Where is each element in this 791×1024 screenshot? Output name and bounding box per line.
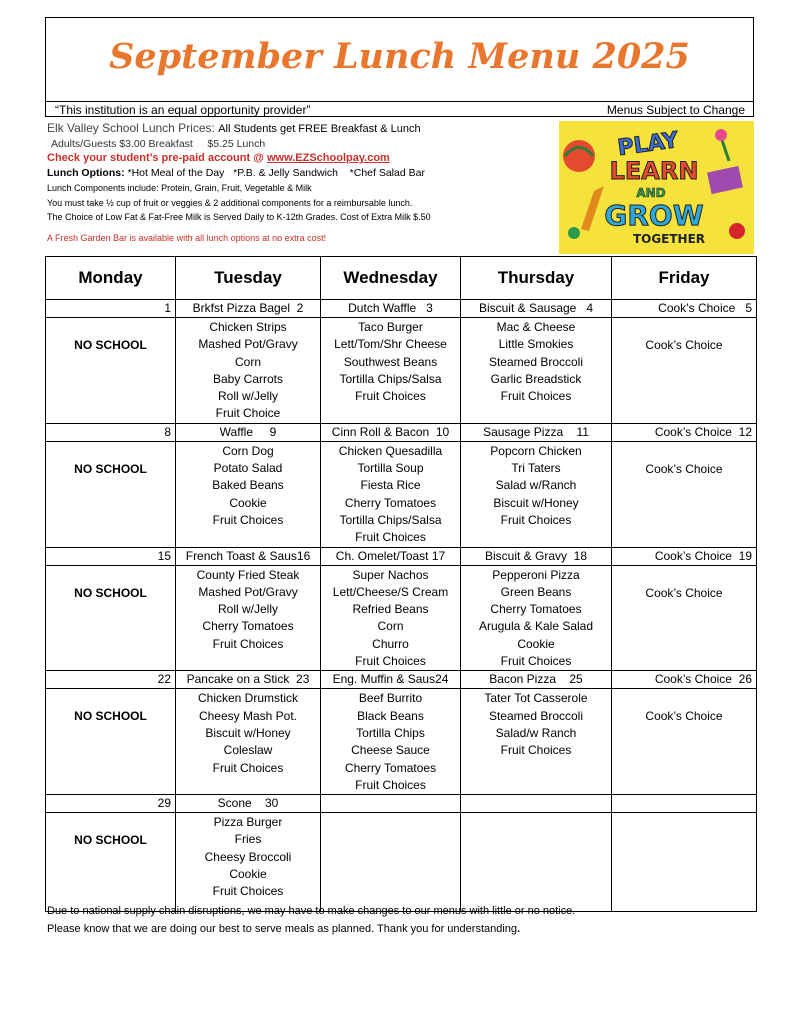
date-cell: [321, 795, 461, 813]
menu-cell: [46, 441, 176, 547]
menu-cell: [321, 813, 461, 912]
lunch-components: Lunch Components include: Protein, Grain, Fruit, Vegetable & Milk: [47, 182, 312, 193]
milk-rule: The Choice of Low Fat & Fat-Free Milk is Served Daily to K-12th Grades. Cost of Extra Milk $.50: [47, 212, 431, 223]
menu-item: Cheese Sauce: [351, 743, 430, 758]
menu-cell: [176, 689, 321, 795]
day-header: Monday: [46, 257, 176, 300]
menu-item: Tortilla Chips/Salsa: [339, 371, 442, 386]
garden-bar-note: A Fresh Garden Bar is available with all lunch options at no extra cost!: [47, 232, 327, 243]
menu-item: Baby Carrots: [212, 371, 284, 386]
date-cell: Dutch Waffle 3: [321, 300, 461, 318]
menu-item: Little Smokies: [498, 337, 574, 352]
menu-item: Chicken Drumstick: [197, 691, 299, 706]
no-school-label: NO SCHOOL: [74, 833, 147, 848]
menu-cell: [461, 441, 612, 547]
menu-item: Tater Tot Casserole: [484, 691, 588, 706]
page-title: September Lunch Menu 2025: [109, 36, 690, 77]
menu-item: Coleslaw: [223, 743, 273, 758]
prices-line: [47, 121, 557, 137]
menu-cell: [461, 813, 612, 912]
menu-item: Cook’s Choice: [645, 338, 723, 352]
lunch-options-label: Lunch Options:: [47, 167, 128, 180]
svg-text:LEARN: LEARN: [609, 157, 699, 185]
menu-cell: [612, 565, 757, 671]
menu-item: Cook’s Choice: [645, 461, 723, 476]
date-cell: [461, 795, 612, 813]
no-school-label: NO SCHOOL: [74, 709, 147, 724]
day-header-row: [46, 257, 757, 300]
date-cell: Biscuit & Gravy 18: [461, 547, 612, 565]
menu-item: Cook’s Choice: [645, 709, 723, 724]
menu-row: [46, 813, 757, 912]
menu-cell: [46, 813, 176, 912]
menu-cell: [321, 441, 461, 547]
menu-item: Corn Dog: [222, 443, 274, 458]
menu-item: Mashed Pot/Gravy: [198, 584, 298, 599]
prices-adults: Adults/Guests $3.00 Breakfast $5.25 Lunch: [51, 137, 266, 150]
menu-item: Tortilla Chips: [356, 725, 425, 740]
menu-item: Fruit Choices: [212, 512, 284, 527]
date-cell: Cook’s Choice 26: [612, 671, 757, 689]
menu-cell: [461, 689, 612, 795]
menu-item: Garlic Breadstick: [490, 371, 582, 386]
menu-item: Steamed Broccoli: [488, 708, 584, 723]
menu-item: Churro: [372, 636, 409, 651]
check-account-line: [47, 151, 557, 166]
menu-item: Tortilla Soup: [357, 461, 424, 476]
menu-item: Roll w/Jelly: [217, 602, 278, 617]
prices-label: Elk Valley School Lunch Prices:: [47, 121, 215, 135]
svg-text:TOGETHER: TOGETHER: [632, 232, 706, 246]
menu-item: Tri Taters: [511, 461, 561, 476]
menu-item: Fruit Choices: [355, 654, 426, 669]
menu-item: Cherry Tomatoes: [202, 619, 294, 634]
footer-line-2: [47, 920, 575, 938]
day-header: Friday: [612, 257, 757, 300]
date-cell: Scone 30: [176, 795, 321, 813]
menu-item: Refried Beans: [352, 602, 429, 617]
menu-item: Baked Beans: [212, 478, 284, 493]
date-cell: Brkfst Pizza Bagel 2: [176, 300, 321, 318]
play-learn-grow-logo: [559, 121, 754, 254]
day-header: Thursday: [461, 257, 612, 300]
menu-item: Tortilla Chips/Salsa: [339, 512, 442, 527]
menu-item: Cherry Tomatoes: [344, 495, 437, 510]
menu-item: Chicken Quesadilla: [338, 443, 443, 458]
menu-cell: [612, 441, 757, 547]
menu-item: Fruit Choices: [212, 636, 284, 651]
date-row: [46, 547, 757, 565]
no-school-label: NO SCHOOL: [74, 461, 147, 476]
lunch-options-line: [47, 166, 557, 181]
menu-item: Arugula & Kale Salad: [478, 619, 594, 634]
svg-text:PLAY: PLAY: [616, 127, 681, 162]
menu-item: Cookie: [229, 495, 267, 510]
menus-subject-notice: Menus Subject to Change: [606, 103, 745, 117]
date-cell: French Toast & Saus16: [176, 547, 321, 565]
menu-item: Mashed Pot/Gravy: [198, 337, 298, 352]
menu-cell: [612, 689, 757, 795]
menu-cell: [176, 565, 321, 671]
menu-cell: [612, 813, 757, 912]
menu-item: Fruit Choices: [500, 654, 572, 669]
date-cell: 1: [46, 300, 176, 318]
menu-cell: [321, 565, 461, 671]
menu-cell: [612, 318, 757, 424]
menu-item: Biscuit w/Honey: [205, 725, 291, 740]
menu-item: Beef Burrito: [358, 691, 423, 706]
lunch-options-text: *Hot Meal of the Day *P.B. & Jelly Sandwich *Chef Salad Bar: [127, 167, 425, 180]
info-block: [47, 121, 557, 246]
menu-item: Salad/w Ranch: [495, 725, 577, 740]
menu-cell: [46, 565, 176, 671]
menu-cell: [176, 318, 321, 424]
menu-body: [46, 300, 757, 912]
notice-row: [46, 101, 753, 118]
menu-item: Fruit Choices: [500, 389, 572, 404]
menu-cell: [461, 565, 612, 671]
date-cell: [612, 795, 757, 813]
menu-item: Southwest Beans: [343, 354, 438, 369]
menu-item: Lett/Tom/Shr Cheese: [334, 337, 447, 352]
menu-item: Fruit Choices: [500, 743, 572, 758]
title-box: [45, 17, 754, 117]
check-text: Check your student’s pre-paid account @: [47, 152, 267, 165]
day-header: Wednesday: [321, 257, 461, 300]
menu-item: County Fried Steak: [196, 567, 300, 582]
date-cell: Cook’s Choice 5: [612, 300, 757, 318]
menu-item: Fruit Choices: [355, 530, 426, 545]
menu-cell: [176, 813, 321, 912]
menu-item: Fruit Choices: [355, 777, 426, 792]
footer-line-2-text: Please know that we are doing our best to serve meals as planned. Thank you for understanding: [47, 923, 518, 935]
menu-item: Cookie: [229, 867, 267, 882]
menu-item: Cheesy Mash Pot.: [198, 708, 298, 723]
date-row: [46, 671, 757, 689]
menu-item: Green Beans: [500, 584, 572, 599]
ezschoolpay-link[interactable]: www.EZSchoolpay.com: [266, 152, 390, 165]
logo-art-icon: [559, 121, 754, 254]
menu-item: Chicken Strips: [209, 320, 287, 334]
menu-item: Steamed Broccoli: [488, 354, 584, 369]
menu-item: Corn: [377, 619, 404, 634]
menu-cell: [46, 689, 176, 795]
date-row: [46, 300, 757, 318]
menu-item: Taco Burger: [358, 320, 423, 334]
menu-item: Roll w/Jelly: [217, 389, 278, 404]
menu-item: Cook’s Choice: [645, 585, 723, 600]
footer-period: .: [517, 923, 521, 935]
menu-item: Biscuit w/Honey: [493, 495, 579, 510]
menu-cell: [321, 318, 461, 424]
date-row: [46, 795, 757, 813]
date-cell: Waffle 9: [176, 423, 321, 441]
date-cell: 15: [46, 547, 176, 565]
menu-item: Fruit Choices: [212, 760, 284, 775]
date-cell: Cook’s Choice 19: [612, 547, 757, 565]
menu-item: Fruit Choice: [215, 406, 281, 421]
menu-item: Fruit Choices: [355, 389, 426, 404]
menu-item: Super Nachos: [352, 567, 429, 582]
date-cell: 29: [46, 795, 176, 813]
svg-text:GROW: GROW: [604, 199, 704, 232]
menu-item: Cookie: [517, 636, 555, 651]
equal-opportunity-notice: “This institution is an equal opportunity provider”: [55, 103, 311, 117]
menu-item: Corn: [234, 354, 261, 369]
svg-text:AND: AND: [636, 186, 666, 200]
menu-cell: [46, 318, 176, 424]
date-cell: 22: [46, 671, 176, 689]
date-cell: Sausage Pizza 11: [461, 423, 612, 441]
date-cell: Bacon Pizza 25: [461, 671, 612, 689]
date-cell: Ch. Omelet/Toast 17: [321, 547, 461, 565]
menu-item: Potato Salad: [213, 461, 283, 476]
menu-item: Fruit Choices: [212, 884, 284, 899]
take-rule: You must take ½ cup of fruit or veggies & 2 additional components for a reimbursable lunch.: [47, 197, 413, 208]
no-school-label: NO SCHOOL: [74, 585, 147, 600]
menu-item: Cheesy Broccoli: [204, 849, 292, 864]
menu-item: Fruit Choices: [500, 512, 572, 527]
date-row: [46, 423, 757, 441]
menu-item: Salad w/Ranch: [495, 478, 577, 493]
date-cell: 8: [46, 423, 176, 441]
menu-item: Cherry Tomatoes: [344, 760, 437, 775]
date-cell: Eng. Muffin & Saus24: [321, 671, 461, 689]
no-school-label: NO SCHOOL: [74, 338, 147, 352]
menu-item: Popcorn Chicken: [490, 443, 582, 458]
day-header: Tuesday: [176, 257, 321, 300]
prices-students: All Students get FREE Breakfast & Lunch: [218, 123, 421, 135]
menu-item: Lett/Cheese/S Cream: [332, 584, 449, 599]
menu-item: Mac & Cheese: [496, 320, 576, 334]
menu-cell: [461, 318, 612, 424]
menu-item: Pepperoni Pizza: [492, 567, 580, 582]
menu-row: [46, 565, 757, 671]
menu-row: [46, 689, 757, 795]
menu-item: Fiesta Rice: [360, 478, 421, 493]
menu-cell: [176, 441, 321, 547]
footer: [47, 902, 575, 938]
menu-item: Cherry Tomatoes: [490, 602, 582, 617]
menu-row: [46, 318, 757, 424]
date-cell: Cinn Roll & Bacon 10: [321, 423, 461, 441]
menu-row: [46, 441, 757, 547]
menu-table: [45, 256, 757, 912]
menu-item: Black Beans: [357, 708, 424, 723]
menu-item: Fries: [234, 832, 262, 847]
menu-item: Pizza Burger: [213, 815, 283, 830]
date-cell: Biscuit & Sausage 4: [461, 300, 612, 318]
menu-cell: [321, 689, 461, 795]
date-cell: Pancake on a Stick 23: [176, 671, 321, 689]
footer-line-1: Due to national supply chain disruptions, we may have to make changes to our menus with little or no notice.: [47, 905, 576, 917]
date-cell: Cook’s Choice 12: [612, 423, 757, 441]
